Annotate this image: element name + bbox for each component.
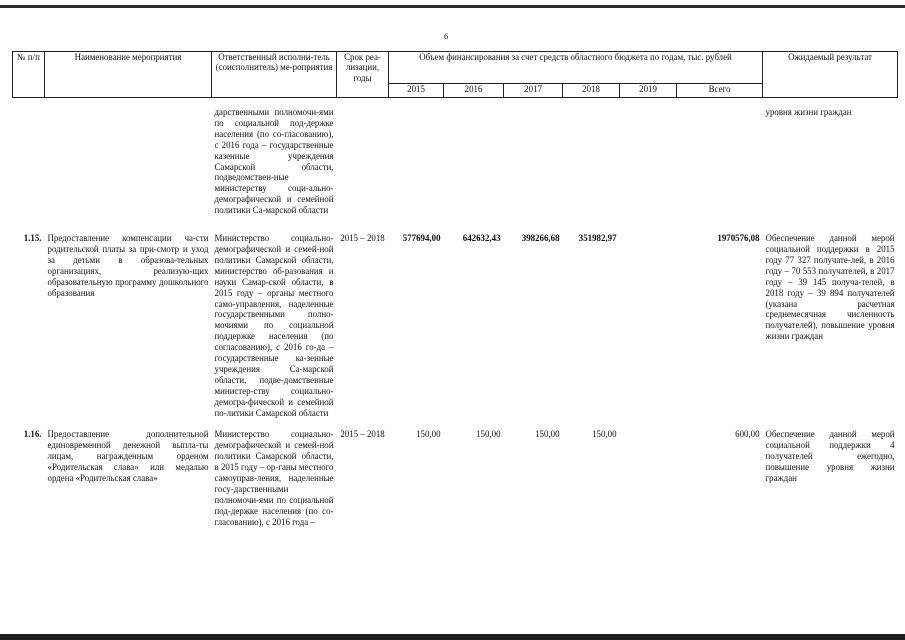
header-funding: Объем финансирования за счет средств областного бюджета по годам, тыс. рублей bbox=[389, 52, 763, 84]
cell-period: 2015 – 2018 bbox=[340, 233, 385, 244]
header-total: Всего bbox=[677, 84, 763, 98]
table-row-continuation bbox=[13, 107, 898, 216]
cell-value-2015: 577694,00 bbox=[402, 233, 441, 244]
header-number: № п/п bbox=[13, 52, 45, 98]
cell-period: 2015 – 2018 bbox=[340, 429, 385, 440]
cell-value-2016: 642632,43 bbox=[462, 233, 501, 244]
cell-value-total: 600,00 bbox=[735, 429, 760, 440]
cell-value-2019 bbox=[620, 429, 677, 527]
header-year-2019: 2019 bbox=[620, 84, 677, 98]
cell-executor: Министерство социально-демографической и семей-ной политики Самарской области, в 2015 году – ор-ганы местного самоуправ-ления, наделенные госу-дарственными полномочи-ями по социальной под-держке населения (по со-гласованию), с 2016 года – bbox=[214, 429, 334, 527]
cell-value-2017: 398266,68 bbox=[521, 233, 560, 244]
cell-value-total: 1970576,08 bbox=[717, 233, 760, 244]
cell-result: Обеспечение данной мерой социальной поддержки в 2015 году 77 327 получате-лей, в 2016 году – 70 553 получателей, в 2017 году – 39 145 получа-телей, в 2018 году – 39 894 получателей (указана расчетная среднемесячная численность получателей), повышение уровня жизни граждан bbox=[765, 233, 895, 342]
cell-value-2016: 150,00 bbox=[476, 429, 501, 440]
table-header bbox=[13, 52, 898, 98]
header-result: Ожидаемый результат bbox=[763, 52, 898, 98]
cell-number: 1.15. bbox=[23, 233, 42, 244]
table-row-1-16 bbox=[13, 429, 898, 527]
page-number: 6 bbox=[444, 31, 449, 41]
cell-name: Предоставление дополнительной единовременной денежной выпла-ты лицам, награжденным орденом «Родительская слава» или медалью ордена «Родительская слава» bbox=[47, 429, 209, 484]
header-name: Наименование мероприятия bbox=[45, 52, 212, 98]
header-year-2018: 2018 bbox=[563, 84, 620, 98]
cell-value-2015: 150,00 bbox=[416, 429, 441, 440]
header-year-2015: 2015 bbox=[389, 84, 444, 98]
header-year-2017: 2017 bbox=[504, 84, 563, 98]
cell-executor: дарственными полномочи-ями по социальной под-держке населения (по со-гласованию), с 2016 года – государственные казенные учреждения Самарской области, подведомствен-ные министерству соци-ально-демографической и семейной политики Са-марской области bbox=[214, 107, 334, 216]
budget-table bbox=[12, 51, 898, 528]
header-period: Срок реа-лизации, годы bbox=[337, 52, 389, 98]
cell-result: уровня жизни граждан bbox=[765, 107, 852, 117]
header-executor: Ответственный исполни-тель (соисполнитель) ме-роприятия bbox=[212, 52, 337, 98]
cell-name: Предоставление компенсации ча-сти родительской платы за при-смотр и уход за детьми в образова-тельных организациях, реализую-щих образовательную программу дошкольного образования bbox=[47, 233, 209, 298]
cell-value-2019 bbox=[620, 233, 677, 418]
table-row-1-15 bbox=[13, 233, 898, 418]
cell-value-2018: 150,00 bbox=[592, 429, 617, 440]
cell-value-2017: 150,00 bbox=[535, 429, 560, 440]
cell-number: 1.16. bbox=[23, 429, 42, 440]
bottom-rule bbox=[0, 634, 905, 640]
header-year-2016: 2016 bbox=[444, 84, 504, 98]
cell-result: Обеспечение данной мерой социальной поддержки 4 получателей ежегодно, повышение уровня жизни граждан bbox=[765, 429, 895, 484]
cell-value-2018: 351982,97 bbox=[578, 233, 617, 244]
top-rule bbox=[0, 5, 905, 8]
cell-executor: Министерство социально-демографической и семей-ной политики Самарской области, министерство об-разования и науки Самар-ской области, в 2015 году – органы местного само-управления, наделенные государственными полно-мочиями по социальной поддержке населения (по согласованию), с 2016 го-да – государственные ка-зенные учреждения Са-марской области, подве-домственные министер-ству социально-демогра-фической и семейной по-литики Самарской области bbox=[214, 233, 334, 418]
